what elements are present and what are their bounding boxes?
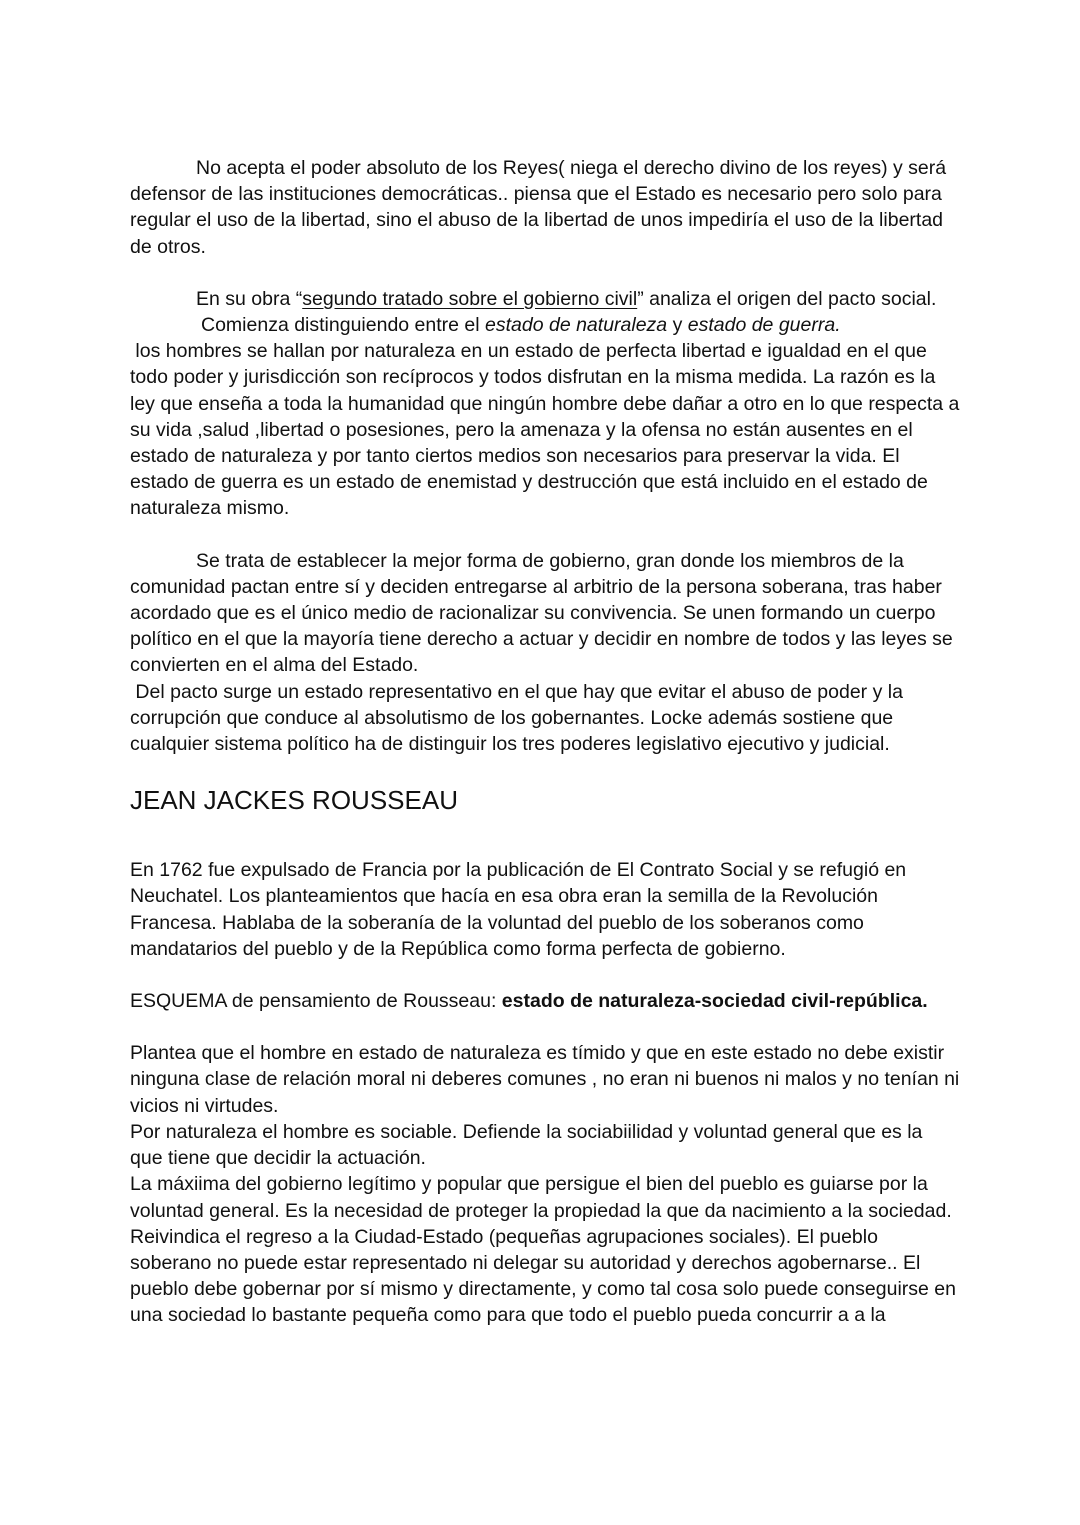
spacer — [130, 962, 960, 988]
rousseau-paragraph-1: En 1762 fue expulsado de Francia por la publicación de El Contrato Social y se refugió en Neuchatel. Los planteamientos que hacía en esa obra eran la semilla de la Revolución Francesa. Hablaba de la soberanía de la voluntad del pueblo de los soberanos como mandatarios del pueblo y de la República como forma perfecta de gobierno. — [130, 859, 907, 960]
locke-p2-after: ” analiza el origen del pacto social. — [637, 287, 937, 310]
locke-paragraph-5: Se trata de establecer la mejor forma de gobierno, gran donde los miembros de la comunidad pactan entre sí y deciden entregarse al arbitrio de la persona soberana, tras haber acordado que es el único medio de racionalizar su convivencia. Se unen formando un cuerpo político en el que la mayoría tiene derecho a actuar y decidir en nombre de todos y las leyes se convierten en el alma del Estado. — [130, 549, 953, 677]
locke-paragraph-4: los hombres se hallan por naturaleza en un estado de perfecta libertad e igualdad en el que todo poder y jurisdicción son recíprocos y todos disfrutan en la misma medida. La razón es la ley que enseña a toda la humanidad que ningún hombre debe dañar a otro en lo que respecta a su vida ,salud ,libertad o posesiones, pero la amenaza y la ofensa no están ausentes en el estado de naturaleza y por tanto ciertos medios son necesarios para preservar la vida. El estado de guerra es un estado de enemistad y destrucción que está incluido en el estado de naturaleza mismo. — [130, 340, 965, 520]
rousseau-paragraph-6: Reivindica el regreso a la Ciudad-Estado (pequeñas agrupaciones sociales). El pueblo soberano no puede estar representado ni delegar su autoridad y derechos agobernarse.. El pueblo debe gobernar por sí mismo y directamente, y como tal cosa solo puede conseguirse en una sociedad lo bastante pequeña como para que todo el pueblo pueda concurrir a a la — [130, 1225, 956, 1327]
locke-paragraph-6: Del pacto surge un estado representativo en el que hay que evitar el abuso de poder y la corrupción que conduce al absolutismo de los gobernantes. Locke además sostiene que cualquier sistema político ha de distinguir los tres poderes legislativo ejecutivo y judicial. — [130, 680, 909, 756]
rousseau-paragraph-3: Plantea que el hombre en estado de naturaleza es tímido y que en este estado no debe existir ninguna clase de relación moral ni deberes comunes , no eran ni buenos ni malos y no tenían ni vicios ni virtudes. — [130, 1042, 960, 1117]
locke-p2-before: En su obra “ — [196, 287, 303, 310]
rousseau-paragraph-5: La máxiima del gobierno legítimo y popular que persigue el bien del pueblo es guiarse por la voluntad general. Es la necesidad de proteger la propiedad la que da nacimiento a la sociedad. — [130, 1173, 952, 1222]
locke-paragraph-3 — [130, 312, 960, 338]
locke-p3-mid: y — [667, 314, 688, 337]
book-title-link: segundo tratado sobre el gobierno civil — [302, 287, 638, 310]
rousseau-schema — [130, 988, 960, 1014]
rousseau-schema-label: ESQUEMA de pensamiento de Rousseau: — [130, 990, 502, 1013]
spacer — [130, 522, 960, 548]
document-page — [130, 155, 965, 1329]
locke-paragraph-2 — [130, 286, 960, 312]
spacer — [130, 260, 960, 286]
term-estado-guerra: estado de guerra. — [687, 314, 841, 337]
spacer — [130, 1014, 960, 1040]
locke-p3-before: Comienza distinguiendo entre el — [201, 314, 486, 337]
rousseau-schema-bold: estado de naturaleza-sociedad civil-república. — [501, 990, 928, 1013]
rousseau-paragraph-4: Por naturaleza el hombre es sociable. Defiende la sociabiilidad y voluntad general que es la que tiene que decidir la actuación. — [130, 1120, 923, 1170]
term-estado-naturaleza: estado de naturaleza — [485, 314, 668, 337]
section-heading-rousseau: JEAN JACKES ROUSSEAU — [130, 785, 458, 816]
locke-paragraph-1: No acepta el poder absoluto de los Reyes( niega el derecho divino de los reyes) y será defensor de las instituciones democráticas.. piensa que el Estado es necesario pero solo para regular el uso de la libertad, sino el abuso de la libertad de unos impediría el uso de la libertad de otros. — [130, 157, 947, 258]
